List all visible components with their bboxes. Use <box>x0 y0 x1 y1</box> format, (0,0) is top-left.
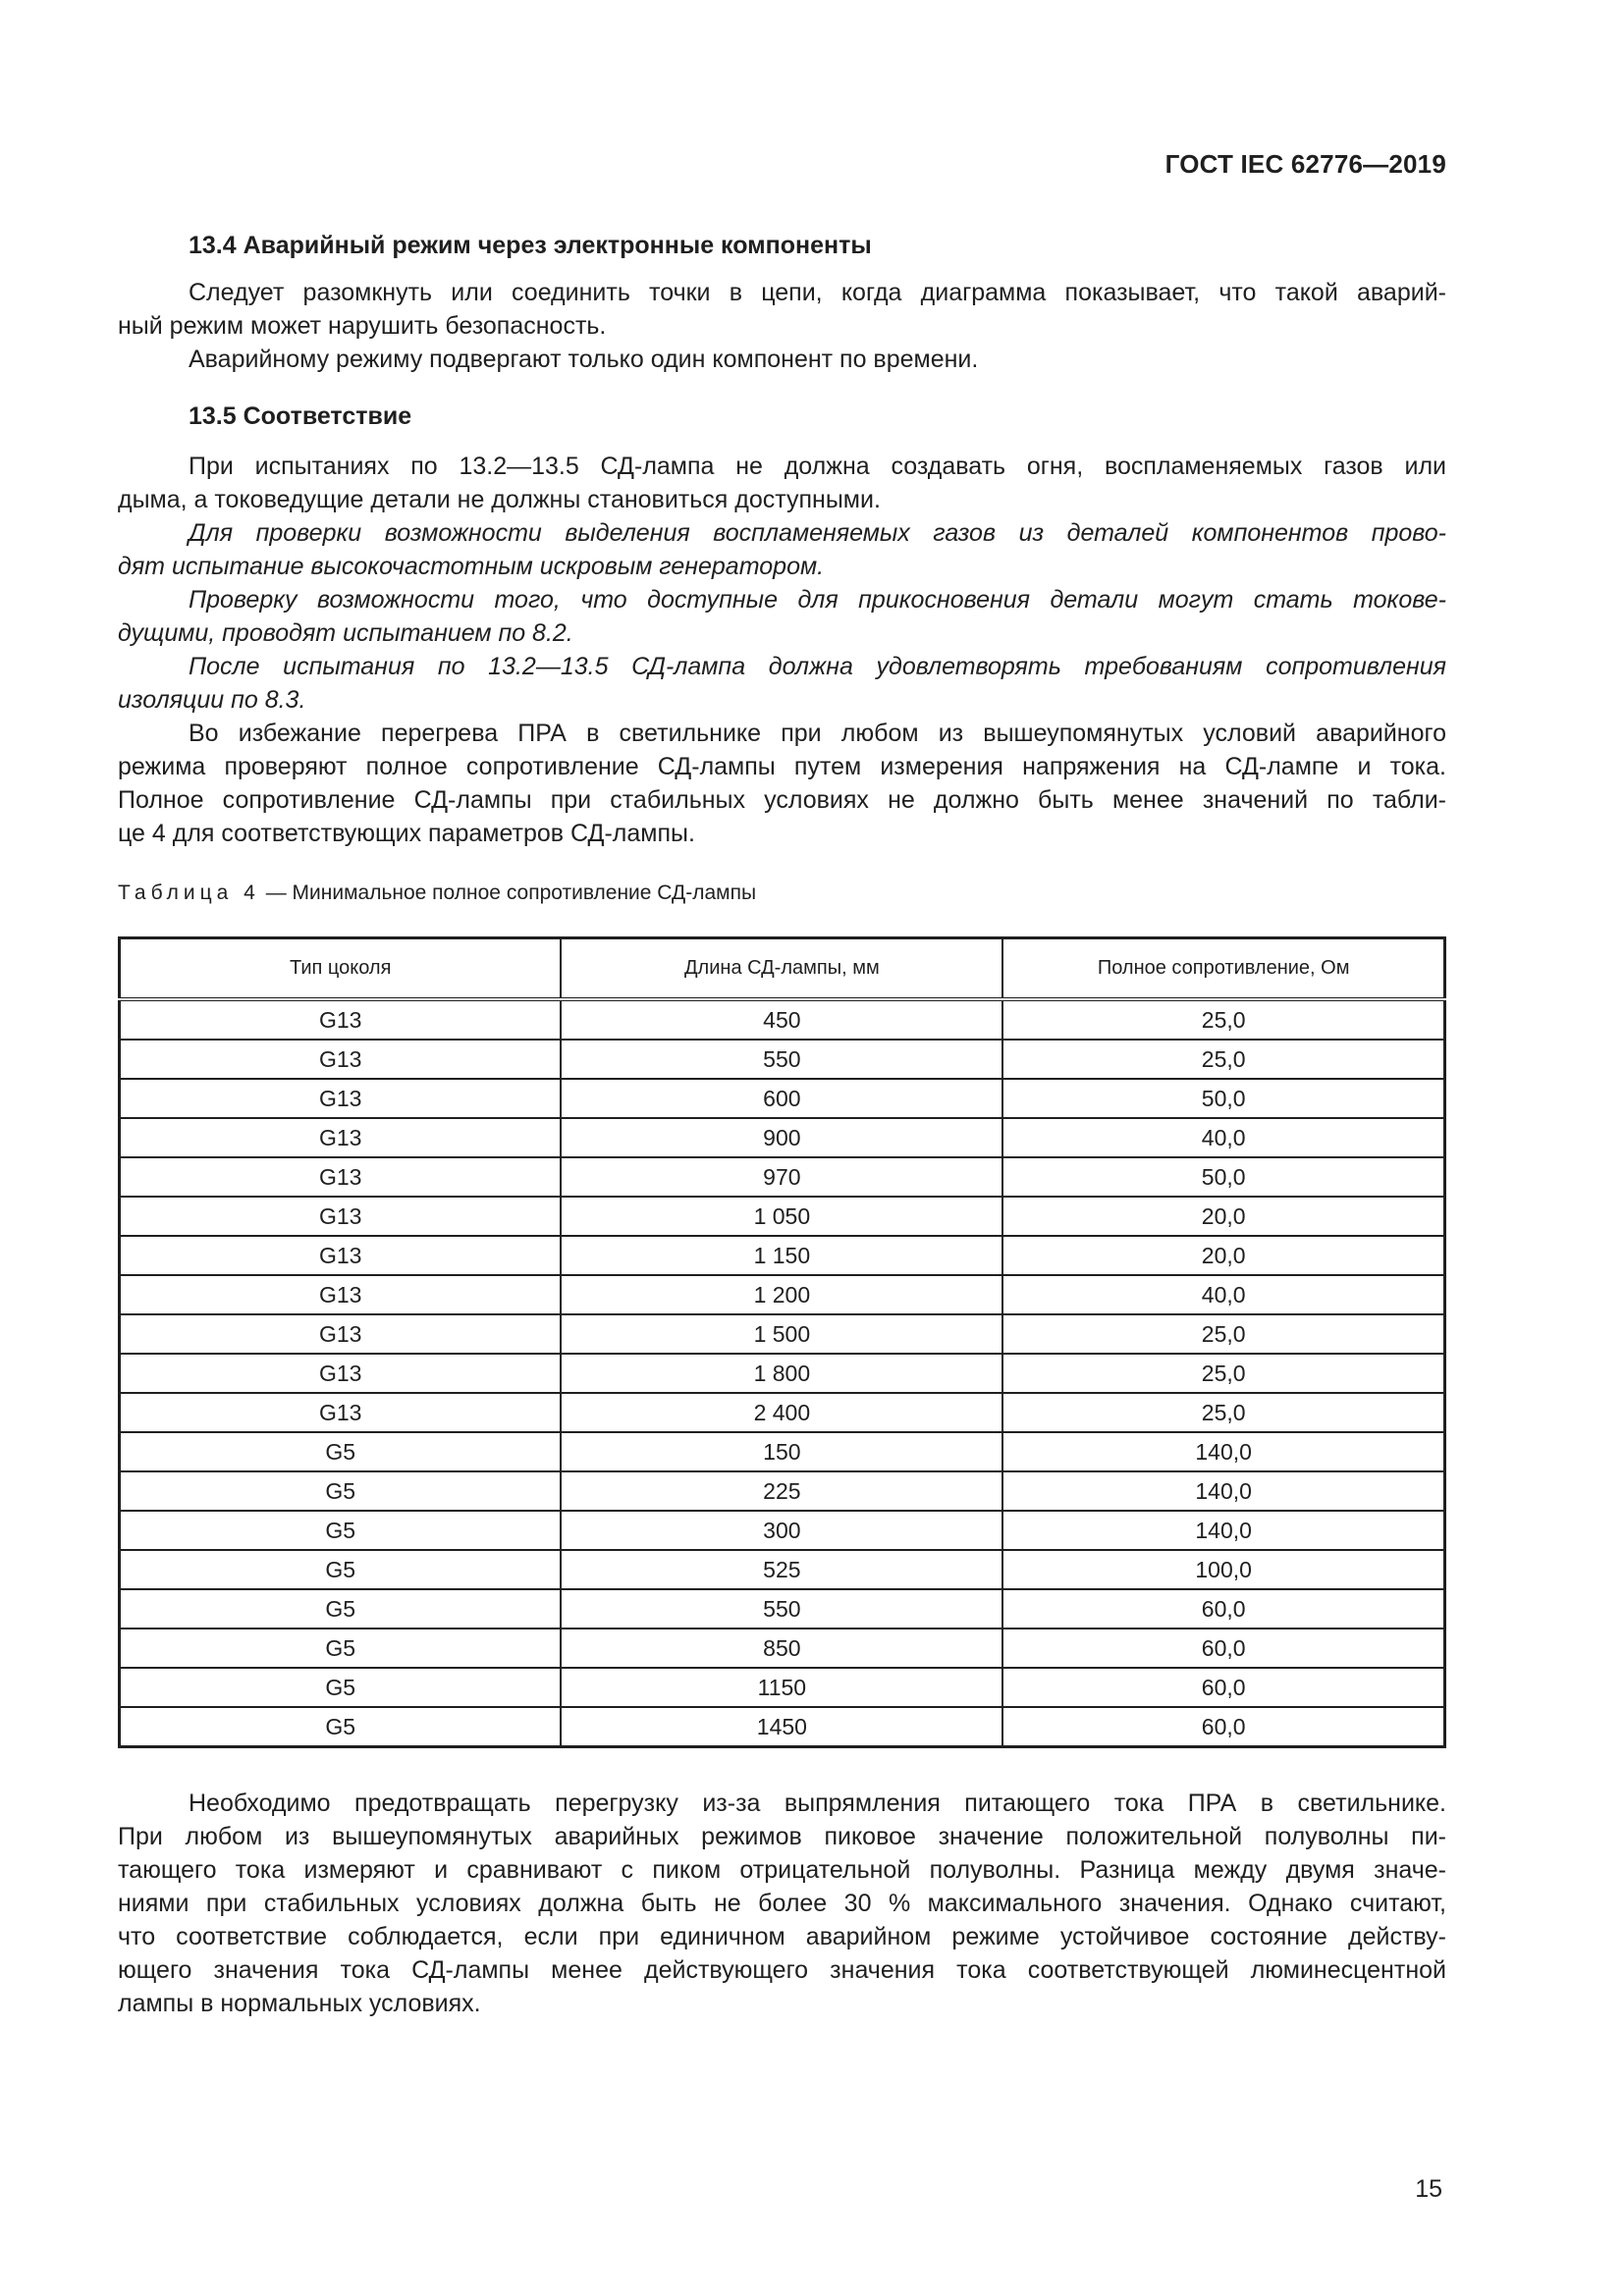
cell-impedance: 60,0 <box>1002 1668 1444 1707</box>
table-row <box>120 1668 1445 1707</box>
table-body <box>120 999 1445 1747</box>
cell-impedance: 25,0 <box>1002 1040 1444 1079</box>
section-13-5-paragraph-5 <box>118 717 1446 850</box>
cell-base-type: G13 <box>120 1157 562 1197</box>
cell-impedance: 140,0 <box>1002 1471 1444 1511</box>
cell-impedance: 40,0 <box>1002 1275 1444 1314</box>
text-line: При любом из вышеупомянутых аварийных режимов пиковое значение положительной полуволны пи- <box>118 1823 1446 1850</box>
cell-base-type: G13 <box>120 1314 562 1354</box>
table-row <box>120 1707 1445 1747</box>
cell-impedance: 50,0 <box>1002 1157 1444 1197</box>
table-header-row <box>120 938 1445 1000</box>
cell-lamp-length: 600 <box>561 1079 1002 1118</box>
table-row <box>120 1354 1445 1393</box>
cell-lamp-length: 970 <box>561 1157 1002 1197</box>
cell-impedance: 25,0 <box>1002 1393 1444 1432</box>
page-number: 15 <box>1415 2175 1442 2203</box>
text-line: Во избежание перегрева ПРА в светильнике при любом из вышеупомянутых условий аварийного <box>189 720 1446 747</box>
cell-base-type: G13 <box>120 1079 562 1118</box>
cell-impedance: 140,0 <box>1002 1432 1444 1471</box>
section-13-5-paragraph-4 <box>118 650 1446 717</box>
cell-lamp-length: 1450 <box>561 1707 1002 1747</box>
cell-base-type: G5 <box>120 1511 562 1550</box>
cell-lamp-length: 2 400 <box>561 1393 1002 1432</box>
cell-impedance: 25,0 <box>1002 999 1444 1040</box>
cell-lamp-length: 900 <box>561 1118 1002 1157</box>
cell-base-type: G5 <box>120 1589 562 1629</box>
cell-impedance: 140,0 <box>1002 1511 1444 1550</box>
section-13-5-paragraph-2 <box>118 516 1446 583</box>
text-line: изоляции по 8.3. <box>118 686 306 714</box>
text-line: Необходимо предотвращать перегрузку из-за выпрямления питающего тока ПРА в светильнике. <box>189 1789 1446 1817</box>
cell-lamp-length: 450 <box>561 999 1002 1040</box>
cell-base-type: G13 <box>120 999 562 1040</box>
table-caption <box>118 881 756 905</box>
table-row <box>120 999 1445 1040</box>
cell-base-type: G5 <box>120 1668 562 1707</box>
cell-base-type: G5 <box>120 1707 562 1747</box>
table-row <box>120 1040 1445 1079</box>
cell-lamp-length: 850 <box>561 1629 1002 1668</box>
cell-lamp-length: 300 <box>561 1511 1002 1550</box>
table-row <box>120 1314 1445 1354</box>
cell-base-type: G13 <box>120 1118 562 1157</box>
cell-impedance: 60,0 <box>1002 1589 1444 1629</box>
cell-base-type: G5 <box>120 1471 562 1511</box>
section-13-5-paragraph-3 <box>118 583 1446 650</box>
cell-lamp-length: 1 800 <box>561 1354 1002 1393</box>
cell-base-type: G5 <box>120 1629 562 1668</box>
cell-lamp-length: 1 500 <box>561 1314 1002 1354</box>
cell-base-type: G13 <box>120 1275 562 1314</box>
cell-lamp-length: 550 <box>561 1589 1002 1629</box>
table-row <box>120 1471 1445 1511</box>
table-caption-label: Таблица 4 <box>118 881 260 904</box>
cell-impedance: 60,0 <box>1002 1707 1444 1747</box>
cell-impedance: 50,0 <box>1002 1079 1444 1118</box>
section-13-5-paragraph-1 <box>118 450 1446 516</box>
cell-base-type: G5 <box>120 1432 562 1471</box>
cell-impedance: 100,0 <box>1002 1550 1444 1589</box>
document-code: ГОСТ IEC 62776—2019 <box>1164 149 1446 179</box>
table-row <box>120 1079 1445 1118</box>
text-line: дят испытание высокочастотным искровым генератором. <box>118 553 825 580</box>
section-13-4-heading: 13.4 Аварийный режим через электронные компоненты <box>189 232 872 259</box>
text-line: лампы в нормальных условиях. <box>118 1990 481 2017</box>
cell-lamp-length: 1 200 <box>561 1275 1002 1314</box>
text-line: тающего тока измеряют и сравнивают с пиком отрицательной полуволны. Разница между двумя значе- <box>118 1856 1446 1884</box>
table-row <box>120 1118 1445 1157</box>
cell-lamp-length: 225 <box>561 1471 1002 1511</box>
column-header-lamp-length: Длина СД-лампы, мм <box>561 938 1002 1000</box>
text-line: При испытаниях по 13.2—13.5 СД-лампа не должна создавать огня, воспламеняемых газов или <box>189 453 1446 480</box>
table-caption-title: — Минимальное полное сопротивление СД-лампы <box>259 881 757 904</box>
table-row <box>120 1550 1445 1589</box>
column-header-base-type: Тип цоколя <box>120 938 562 1000</box>
cell-lamp-length: 525 <box>561 1550 1002 1589</box>
text-line: После испытания по 13.2—13.5 СД-лампа должна удовлетворять требованиям сопротивления <box>189 653 1446 680</box>
section-13-4-paragraph-2 <box>118 343 1446 376</box>
text-line: Следует разомкнуть или соединить точки в цепи, когда диаграмма показывает, что такой аварий- <box>189 279 1446 306</box>
cell-base-type: G5 <box>120 1550 562 1589</box>
text-line: что соответствие соблюдается, если при единичном аварийном режиме устойчивое состояние действу- <box>118 1923 1446 1950</box>
cell-impedance: 20,0 <box>1002 1236 1444 1275</box>
text-line: Проверку возможности того, что доступные для прикосновения детали могут стать токове- <box>189 586 1446 614</box>
table-row <box>120 1589 1445 1629</box>
cell-base-type: G13 <box>120 1354 562 1393</box>
text-line: ный режим может нарушить безопасность. <box>118 312 607 340</box>
cell-base-type: G13 <box>120 1236 562 1275</box>
text-line: Для проверки возможности выделения воспламеняемых газов из деталей компонентов прово- <box>189 519 1446 547</box>
text-line: ющего значения тока СД-лампы менее действующего значения тока соответствующей люминесцентной <box>118 1956 1446 1984</box>
text-line: ниями при стабильных условиях должна быть не более 30 % максимального значения. Однако считают, <box>118 1890 1446 1917</box>
cell-base-type: G13 <box>120 1040 562 1079</box>
table-row <box>120 1393 1445 1432</box>
cell-lamp-length: 1 150 <box>561 1236 1002 1275</box>
table-row <box>120 1432 1445 1471</box>
table-row <box>120 1157 1445 1197</box>
cell-impedance: 40,0 <box>1002 1118 1444 1157</box>
text-line: режима проверяют полное сопротивление СД-лампы путем измерения напряжения на СД-лампе и тока. <box>118 753 1446 780</box>
text-line: Полное сопротивление СД-лампы при стабильных условиях не должно быть менее значений по табли- <box>118 786 1446 814</box>
section-13-5-heading: 13.5 Соответствие <box>189 402 412 430</box>
table-row <box>120 1197 1445 1236</box>
cell-impedance: 60,0 <box>1002 1629 1444 1668</box>
text-line: дыма, а токоведущие детали не должны становиться доступными. <box>118 486 881 513</box>
text-line: це 4 для соответствующих параметров СД-лампы. <box>118 820 695 847</box>
impedance-table <box>118 936 1446 1748</box>
table-row <box>120 1275 1445 1314</box>
cell-base-type: G13 <box>120 1197 562 1236</box>
cell-lamp-length: 1150 <box>561 1668 1002 1707</box>
column-header-impedance: Полное сопротивление, Ом <box>1002 938 1444 1000</box>
table-row <box>120 1629 1445 1668</box>
cell-lamp-length: 150 <box>561 1432 1002 1471</box>
cell-impedance: 20,0 <box>1002 1197 1444 1236</box>
table-row <box>120 1511 1445 1550</box>
cell-lamp-length: 1 050 <box>561 1197 1002 1236</box>
after-table-paragraph <box>118 1787 1446 2020</box>
cell-impedance: 25,0 <box>1002 1314 1444 1354</box>
section-13-4-paragraph-1 <box>118 276 1446 343</box>
cell-base-type: G13 <box>120 1393 562 1432</box>
cell-lamp-length: 550 <box>561 1040 1002 1079</box>
text-line: дущими, проводят испытанием по 8.2. <box>118 619 573 647</box>
table-row <box>120 1236 1445 1275</box>
text-line: Аварийному режиму подвергают только один компонент по времени. <box>189 346 979 373</box>
cell-impedance: 25,0 <box>1002 1354 1444 1393</box>
